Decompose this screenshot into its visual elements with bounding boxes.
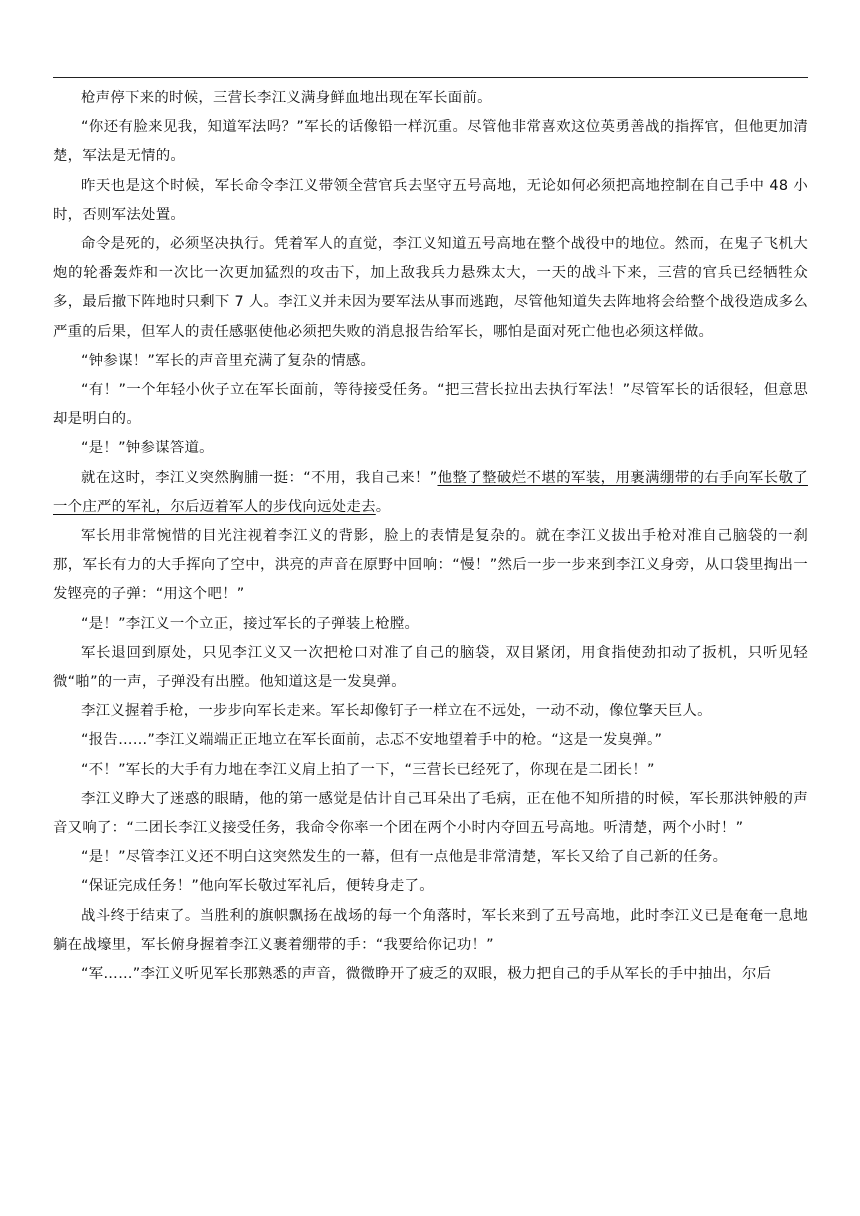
paragraph: “你还有脸来见我，知道军法吗？”军长的话像铅一样沉重。尽管他非常喜欢这位英勇善战的指挥官，但他更加清楚，军法是无情的。	[53, 119, 808, 165]
paragraph: “是！”尽管李江义还不明白这突然发生的一幕，但有一点他是非常清楚，军长又给了自己新的任务。	[81, 849, 728, 866]
underlined-sentence: 他整了整破烂不堪的军装，用裹满绷带的右手向军长敬了一个庄严的军礼，尔后迈着军人的步伐向远处走去	[53, 469, 808, 515]
paragraph: 命令是死的，必须坚决执行。凭着军人的直觉，李江义知道五号高地在整个战役中的地位。然而，在鬼子飞机大炮的轮番轰炸和一次比一次更加猛烈的攻击下，加上敌我兵力悬殊太大，一天的战斗下来，三营的官兵已经牺牲众多，最后撤下阵地时只剩下 7 人。李江义并未因为要军法从事而逃跑，尽管他知道失去阵地将会给整个战役造成多么严重的后果，但军人的责任感驱使他必须把失败的消息报告给军长，哪怕是面对死亡他也必须这样做。	[53, 236, 808, 340]
header-rule	[53, 77, 808, 78]
paragraph: “是！”李江义一个立正，接过军长的子弹装上枪膛。	[81, 615, 420, 632]
paragraph: “不！”军长的大手有力地在李江义肩上拍了一下，“三营长已经死了，你现在是二团长！”	[81, 761, 655, 778]
paragraph: 昨天也是这个时候，军长命令李江义带领全营官兵去坚守五号高地，无论如何必须把高地控制在自己手中 48 小时，否则军法处置。	[53, 177, 808, 223]
paragraph: “有！”一个年轻小伙子立在军长面前，等待接受任务。“把三营长拉出去执行军法！”尽管军长的话很轻，但意思却是明白的。	[53, 382, 808, 428]
paragraph: “军……”李江义听见军长那熟悉的声音，微微睁开了疲乏的双眼，极力把自己的手从军长的手中抽出，尔后	[81, 966, 772, 983]
paragraph-text: 就在这时，李江义突然胸脯一挺：“不用，我自己来！”	[81, 469, 438, 486]
story-text	[53, 84, 808, 989]
paragraph: 李江义握着手枪，一步步向军长走来。军长却像钉子一样立在不远处，一动不动，像位擎天巨人。	[81, 703, 712, 720]
paragraph: 军长用非常惋惜的目光注视着李江义的背影，脸上的表情是复杂的。就在李江义拔出手枪对准自己脑袋的一刹那，军长有力的大手挥向了空中，洪亮的声音在原野中回响：“慢！”然后一步一步来到李江义身旁，从口袋里掏出一发铿亮的子弹：“用这个吧！”	[53, 528, 808, 603]
paragraph: 李江义睁大了迷惑的眼睛，他的第一感觉是估计自己耳朵出了毛病，正在他不知所措的时候，军长那洪钟般的声音又响了：“二团长李江义接受任务，我命令你率一个团在两个小时内夺回五号高地。听清楚，两个小时！”	[53, 790, 808, 837]
paragraph: “是！”钟参谋答道。	[81, 440, 214, 457]
paragraph: 战斗终于结束了。当胜利的旗帜飘扬在战场的每一个角落时，军长来到了五号高地，此时李江义已是奄奄一息地躺在战壕里，军长俯身握着李江义裹着绷带的手：“我要给你记功！”	[53, 907, 808, 953]
paragraph-text: 。	[375, 498, 391, 515]
paragraph: 枪声停下来的时候，三营长李江义满身鲜血地出现在军长面前。	[81, 90, 492, 106]
paragraph: “钟参谋！”军长的声音里充满了复杂的情感。	[81, 352, 376, 369]
paragraph: “报告……”李江义端端正正地立在军长面前，忐忑不安地望着手中的枪。“这是一发臭弹。”	[81, 732, 663, 749]
paragraph-with-underline	[53, 464, 808, 522]
paragraph: 军长退回到原处，只见李江义又一次把枪口对准了自己的脑袋，双目紧闭，用食指使劲扣动了扳机，只听见轻微“啪”的一声，子弹没有出膛。他知道这是一发臭弹。	[53, 644, 808, 691]
paragraph: “保证完成任务！”他向军长敬过军礼后，便转身走了。	[81, 878, 434, 895]
